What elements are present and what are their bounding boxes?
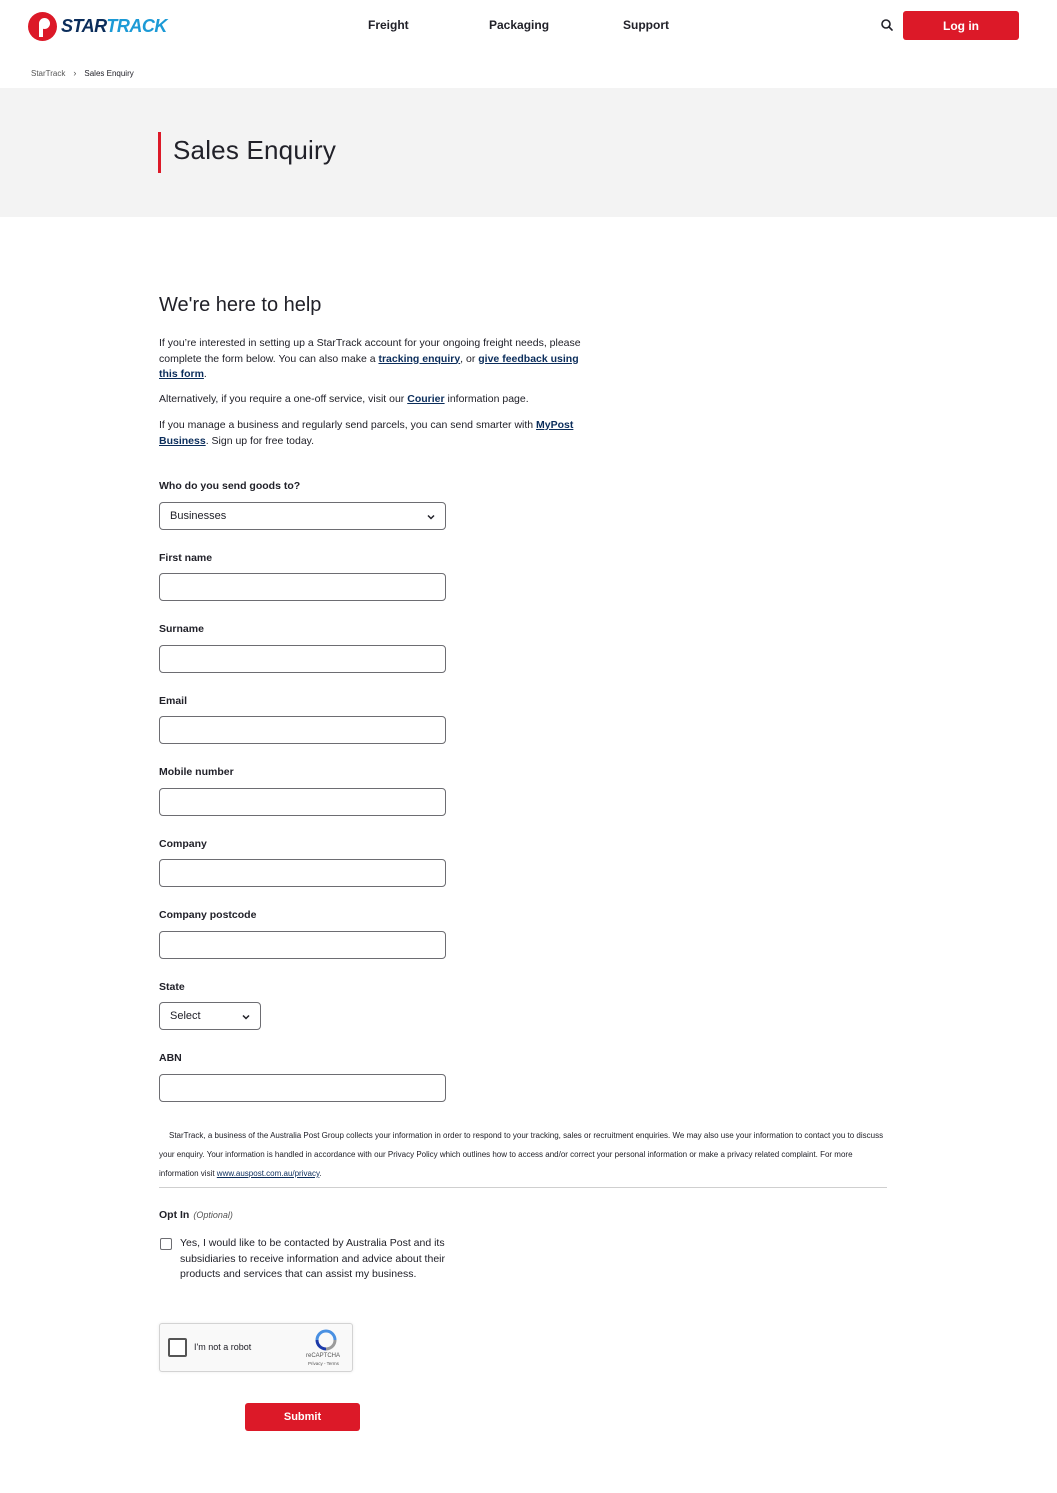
state-value: Select — [170, 1010, 201, 1022]
optin-checkbox[interactable] — [160, 1238, 172, 1250]
privacy-notice: StarTrack, a business of the Australia Post Group collects your information in order to respond to your tracking, sales or recruitment enquiries. We may also use your information to contact you to discuss your enquiry. Your information is handled in accordance with our Privacy Policy which outlines how to access and/or correct your personal information or make a privacy related complaint. For more information visit www.auspost.com.au/privacy. — [159, 1131, 884, 1178]
nav-item-packaging[interactable]: Packaging — [489, 18, 550, 32]
state-label: State — [159, 981, 185, 993]
site-header — [0, 0, 1057, 55]
state-select[interactable] — [159, 1002, 261, 1030]
chevron-down-icon — [426, 512, 436, 522]
company-input[interactable] — [159, 859, 446, 887]
recaptcha-checkbox[interactable] — [168, 1338, 187, 1357]
surname-label: Surname — [159, 623, 204, 635]
page-hero — [0, 88, 1057, 217]
page-title: Sales Enquiry — [173, 135, 337, 165]
recaptcha-brand: reCAPTCHA — [306, 1353, 341, 1359]
startrack-logo[interactable] — [28, 11, 167, 41]
company-label: Company — [159, 838, 207, 850]
optin-text: Yes, I would like to be contacted by Australia Post and its subsidiaries to receive information and advice about their products and services that can assist my business. — [180, 1237, 445, 1280]
australia-post-logo-icon — [28, 12, 57, 41]
mypost-paragraph: If you manage a business and regularly send parcels, you can send smarter with MyPost Business. Sign up for free today. — [159, 419, 574, 447]
recaptcha-icon — [315, 1329, 337, 1351]
first-name-input[interactable] — [159, 573, 446, 601]
recaptcha-widget — [159, 1323, 353, 1372]
surname-input[interactable] — [159, 645, 446, 673]
send-goods-label: Who do you send goods to? — [159, 480, 301, 492]
tracking-enquiry-link[interactable]: tracking enquiry — [378, 352, 461, 365]
intro-paragraph: If you’re interested in setting up a StarTrack account for your ongoing freight needs, please complete the form below. You can also make a tracking enquiry, or give feedback using this form. — [159, 337, 581, 380]
courier-paragraph: Alternatively, if you require a one-off service, visit our Courier information page. — [159, 393, 529, 405]
submit-button[interactable]: Submit — [245, 1403, 360, 1431]
abn-input[interactable] — [159, 1074, 446, 1102]
mobile-label: Mobile number — [159, 766, 234, 778]
send-goods-value: Businesses — [170, 510, 227, 522]
first-name-label: First name — [159, 552, 213, 564]
breadcrumb-current: Sales Enquiry — [84, 68, 134, 78]
divider — [159, 1187, 887, 1188]
logo-wordmark: STARTRACK — [61, 15, 167, 36]
privacy-link[interactable]: www.auspost.com.au/privacy — [216, 1169, 320, 1178]
login-button[interactable]: Log in — [903, 11, 1019, 40]
recaptcha-links[interactable]: Privacy - Terms — [308, 1361, 339, 1366]
mypost-business-link[interactable]: MyPost Business — [159, 419, 574, 447]
abn-label: ABN — [159, 1052, 182, 1064]
chevron-right-icon: › — [73, 68, 77, 78]
email-input[interactable] — [159, 716, 446, 744]
chevron-down-icon — [241, 1012, 251, 1022]
mobile-input[interactable] — [159, 788, 446, 816]
section-title: We're here to help — [159, 294, 322, 316]
breadcrumb — [31, 68, 134, 78]
hero-accent-bar — [158, 132, 161, 173]
optin-label: Opt In (Optional) — [159, 1209, 233, 1221]
recaptcha-label: I'm not a robot — [194, 1342, 252, 1352]
courier-link[interactable]: Courier — [407, 393, 445, 405]
postcode-input[interactable] — [159, 931, 446, 959]
optional-tag: (Optional) — [193, 1210, 233, 1220]
feedback-link[interactable]: give feedback using this form — [159, 352, 579, 380]
nav-item-freight[interactable]: Freight — [368, 18, 409, 32]
search-icon[interactable] — [879, 17, 895, 33]
nav-item-support[interactable]: Support — [623, 18, 669, 32]
send-goods-select[interactable] — [159, 502, 446, 530]
postcode-label: Company postcode — [159, 909, 257, 921]
email-label: Email — [159, 695, 188, 707]
breadcrumb-home[interactable]: StarTrack — [31, 68, 66, 78]
